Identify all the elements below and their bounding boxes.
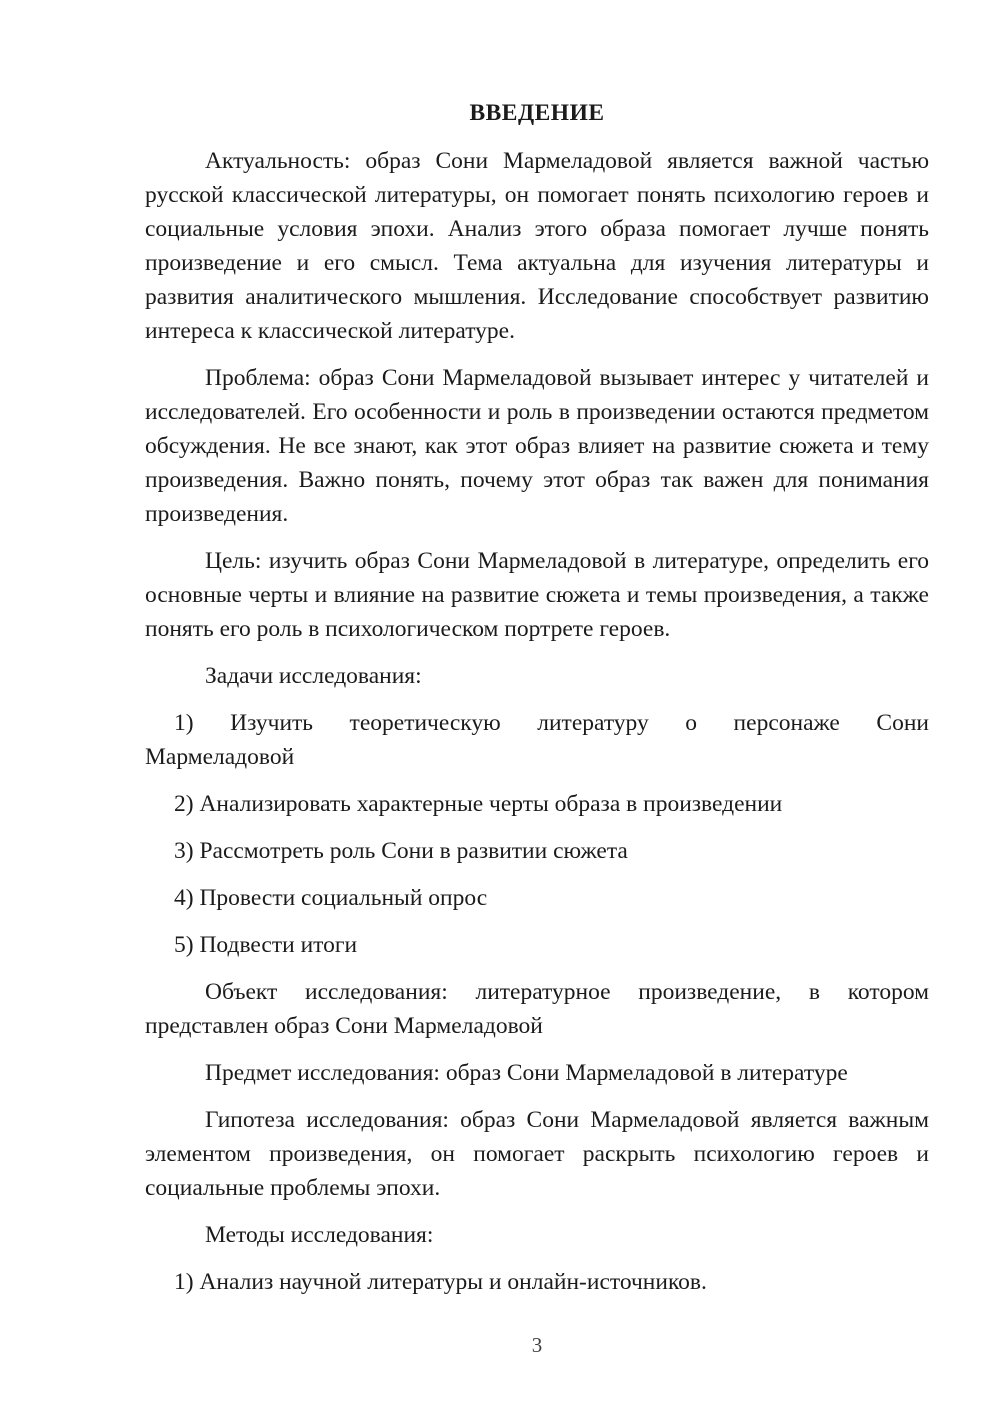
task-item-5: 5) Подвести итоги [174,932,358,958]
page-title: ВВЕДЕНИЕ [469,100,605,126]
task-item-1-line-1: 1) Изучить теоретическую литературу о персонаже Сони [174,710,929,736]
task-item-2: 2) Анализировать характерные черты образа в произведении [174,791,783,817]
methods-heading: Методы исследования: [205,1222,434,1248]
page-number: 3 [531,1333,543,1357]
paragraph-subject: Предмет исследования: образ Сони Мармеладовой в литературе [205,1060,848,1086]
task-item-3: 3) Рассмотреть роль Сони в развитии сюжета [174,838,628,864]
task-item-1 [145,706,929,774]
method-item-1: 1) Анализ научной литературы и онлайн-источников. [174,1269,707,1295]
paragraph-goal: Цель: изучить образ Сони Мармеладовой в литературе, определить его основные черты и влияние на развитие сюжета и темы произведения, а также понять его роль в психологическом портрете героев. [145,548,929,642]
paragraph-object: Объект исследования: литературное произведение, в котором представлен образ Сони Мармеладовой [145,979,929,1039]
paragraph-problem: Проблема: образ Сони Мармеладовой вызывает интерес у читателей и исследователей. Его особенности и роль в произведении остаются предметом обсуждения. Не все знают, как этот образ влияет на развитие сюжета и тему произведения. Важно понять, почему этот образ так важен для понимания произведения. [145,365,929,527]
task-item-1-line-2: Мармеладовой [145,744,295,770]
task-item-4: 4) Провести социальный опрос [174,885,488,911]
paragraph-relevance: Актуальность: образ Сони Мармеладовой является важной частью русской классической литературы, он помогает понять психологию героев и социальные условия эпохи. Анализ этого образа помогает лучше понять произведение и его смысл. Тема актуальна для изучения литературы и развития аналитического мышления. Исследование способствует развитию интереса к классической литературе. [145,148,929,344]
tasks-heading: Задачи исследования: [205,663,422,689]
paragraph-hypothesis: Гипотеза исследования: образ Сони Мармеладовой является важным элементом произведения, он помогает раскрыть психологию героев и социальные проблемы эпохи. [145,1107,929,1201]
